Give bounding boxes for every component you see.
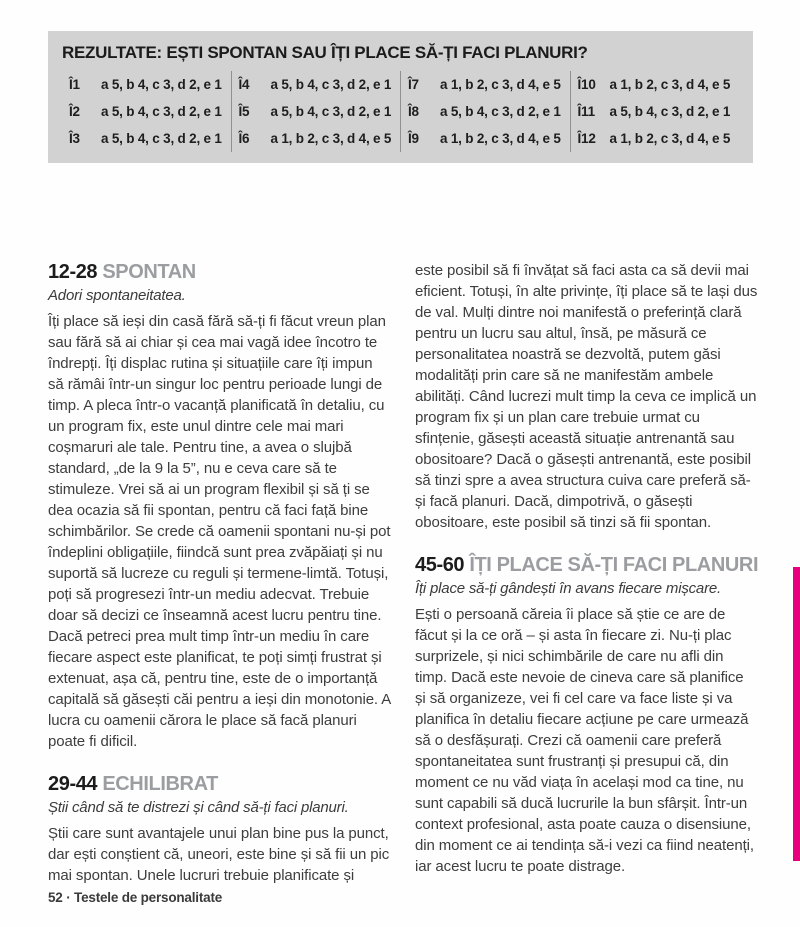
question-label: Î12 — [577, 131, 596, 146]
question-scores: a 5, b 4, c 3, d 2, e 1 — [270, 77, 392, 92]
section-subtitle: Îți place să-ți gândești în avans fiecare mișcare. — [415, 580, 721, 597]
score-row — [239, 98, 394, 125]
section-heading — [48, 260, 391, 284]
score-range: 45-60 — [415, 554, 465, 576]
section-title: SPONTAN — [102, 261, 196, 283]
left-column — [48, 260, 391, 906]
question-label: Î9 — [408, 131, 419, 146]
score-range: 29-44 — [48, 773, 98, 795]
results-title: REZULTATE: EȘTI SPONTAN SAU ÎȚI PLACE SĂ-ȚI FACI PLANURI? — [62, 43, 588, 62]
question-scores: a 1, b 2, c 3, d 4, e 5 — [440, 77, 561, 92]
score-row — [408, 125, 563, 152]
question-scores: a 1, b 2, c 3, d 4, e 5 — [440, 131, 561, 146]
section-spontan — [48, 260, 391, 752]
footer-separator: · — [66, 890, 71, 905]
score-row — [408, 98, 563, 125]
section-echilibrat — [48, 772, 391, 886]
question-label: Î11 — [577, 104, 595, 119]
question-label: Î3 — [69, 131, 80, 146]
question-label: Î6 — [238, 131, 250, 146]
page-footer — [48, 890, 222, 905]
question-scores: a 5, b 4, c 3, d 2, e 1 — [609, 104, 731, 119]
question-scores: a 1, b 2, c 3, d 4, e 5 — [609, 77, 731, 92]
question-scores: a 1, b 2, c 3, d 4, e 5 — [270, 131, 392, 146]
results-group-3 — [400, 71, 570, 152]
section-title: ÎȚI PLACE SĂ-ȚI FACI PLANURI — [469, 554, 759, 576]
question-label: Î5 — [238, 104, 250, 119]
body-columns — [48, 260, 758, 906]
section-heading — [415, 553, 758, 577]
score-row — [408, 71, 563, 98]
section-body: Ești o persoană căreia îi place să știe ce are de făcut și la ce oră – și asta în fiecare zi. Nu-ți plac surprizele, și nici schimbările de care nu afli din timp. Dacă este nevoie de cineva care să planifice și să organizeze, vei fi cel care va face liste și va planifica în detaliu fiecare acțiune pe care urmează să o desfășurați. Crezi că oamenii care preferă spontaneitatea sunt frustranți și presupui că, din moment ce nu văd viața în același mod ca tine, nu sunt capabili să ducă lucrurile la bun sfârșit. Într-un context profesional, asta poate cauza o disensiune, din moment ce ai tendința să-i vezi ca fiind neatenți, iar acest lucru te poate distrage. — [415, 606, 754, 875]
question-label: Î7 — [408, 77, 419, 92]
results-box — [48, 31, 753, 163]
question-label: Î1 — [69, 77, 80, 92]
question-label: Î4 — [238, 77, 250, 92]
score-row — [578, 125, 733, 152]
section-heading — [48, 772, 391, 796]
continuation-paragraph: este posibil să fi învățat să faci asta ca să devii mai eficient. Totuși, în alte privințe, îți place să te lași dus de val. Mulți dintre noi manifestă o preferință clară pentru un lucru sau altul, însă, pe măsură ce personalitatea noastră se dezvoltă, putem găsi modalități prin care să ne manifestăm ambele abilități. Când lucrezi mult timp la ceva ce implică un program fix și un plan care trebuie urmat cu sfințenie, găsești această situație antrenantă sau obositoare? Dacă o găsești antrenantă, este posibil să tinzi spre a avea structura cuiva care preferă să-și facă planuri. Dacă, dimpotrivă, o găsești obositoare, este posibil să tinzi să fii spontan. — [415, 262, 758, 531]
question-scores: a 5, b 4, c 3, d 2, e 1 — [270, 104, 392, 119]
score-row — [578, 98, 733, 125]
book-title: Testele de personalitate — [74, 890, 223, 905]
results-group-1 — [62, 71, 231, 152]
question-scores: a 1, b 2, c 3, d 4, e 5 — [609, 131, 731, 146]
score-row — [578, 71, 733, 98]
question-scores: a 5, b 4, c 3, d 2, e 1 — [101, 77, 222, 92]
question-label: Î8 — [408, 104, 419, 119]
chapter-edge-tab — [793, 567, 800, 861]
section-subtitle: Știi când să te distrezi și când să-ți faci planuri. — [48, 799, 349, 816]
question-label: Î10 — [577, 77, 596, 92]
question-label: Î2 — [69, 104, 80, 119]
question-scores: a 5, b 4, c 3, d 2, e 1 — [440, 104, 561, 119]
score-row — [69, 71, 224, 98]
results-table — [62, 71, 739, 152]
section-body: Știi care sunt avantajele unui plan bine pus la punct, dar ești conștient că, uneori, este bine și să fii un pic mai spontan. Unele lucruri trebuie planificate și — [48, 825, 390, 884]
score-row — [239, 125, 394, 152]
results-group-2 — [231, 71, 401, 152]
question-scores: a 5, b 4, c 3, d 2, e 1 — [101, 131, 222, 146]
right-column — [415, 260, 758, 906]
results-group-4 — [570, 71, 740, 152]
section-subtitle: Adori spontaneitatea. — [48, 287, 186, 304]
score-row — [69, 98, 224, 125]
score-row — [69, 125, 224, 152]
page-number: 52 — [48, 890, 63, 905]
score-row — [239, 71, 394, 98]
section-planuri — [415, 553, 758, 877]
section-body: Îți place să ieși din casă fără să-ți fi făcut vreun plan sau fără să ai chiar și cea mai vagă idee încotro te îndrepți. Îți displac rutina și situațiile care îți impun să rămâi într-un singur loc pentru perioade lungi de timp. A pleca într-o vacanță planificată în detaliu, cu un program fix, este unul dintre cele mai mari coșmaruri ale tale. Pentru tine, a avea o slujbă standard, „de la 9 la 5”, nu e ceva care să te stimuleze. Vrei să ai un program flexibil și să ți se dea ocazia să fii spontan, pentru că faci față bine schimbărilor. Se crede că oamenii spontani nu-și pot îndeplini obligațiile, fiindcă sunt prea zvăpăiați și nu suportă să lucreze cu reguli și termene-limtă. Totuși, poți să progresezi într-un mediu adecvat. Trebuie doar să decizi ce înseamnă acest lucru pentru tine. Dacă petreci prea mult timp într-un mediu în care fiecare aspect este planificat, te poți simți frustrat și extenuat, așa că, pentru tine, este de o importanță capitală să găsești căi pentru a ieși din monotonie. A lucra cu oamenii cărora le place să facă planuri poate fi dificil. — [48, 313, 391, 750]
section-title: ECHILIBRAT — [102, 773, 218, 795]
score-range: 12-28 — [48, 261, 98, 283]
question-scores: a 5, b 4, c 3, d 2, e 1 — [101, 104, 222, 119]
